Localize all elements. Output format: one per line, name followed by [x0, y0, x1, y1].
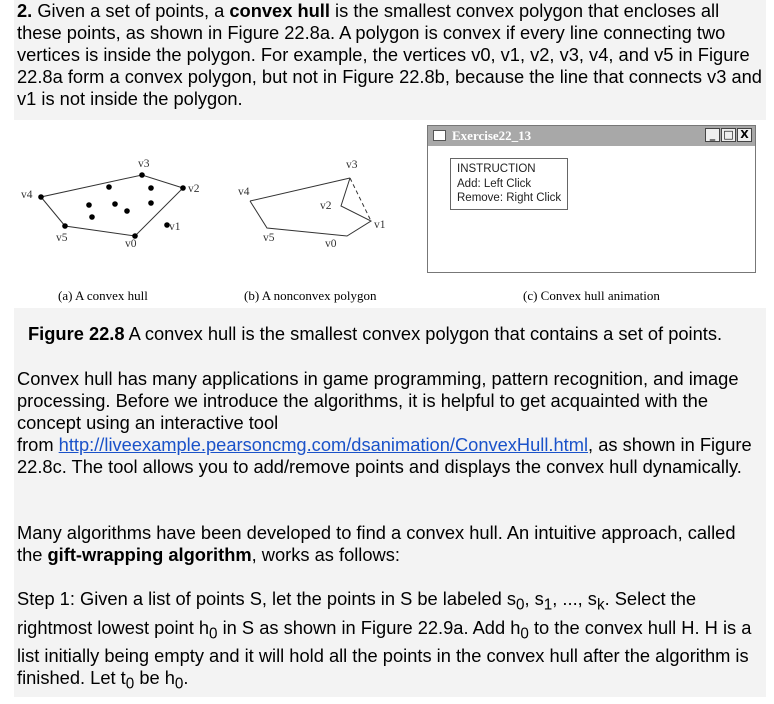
term-gift-wrapping: gift-wrapping algorithm [47, 544, 252, 565]
dashed-line-v3-v1 [350, 178, 371, 221]
hull-polygon-a [41, 175, 183, 236]
minimize-button[interactable]: _ [705, 128, 720, 142]
close-button[interactable]: X [737, 128, 752, 142]
paragraph-applications: Convex hull has many applications in game programming, pattern recognition, and image processing. Before we introduce the algorithms, it is helpful to get acquainted with the concept using an interactive tool from http://liveexample.pearsoncmg.com/dsanimation/ConvexHull.html, as shown in Figure 22.8c. The tool allows you to add/remove points and displays the convex hull dynamically. [17, 368, 752, 477]
caption-b: (b) A nonconvex polygon [244, 288, 377, 303]
inner-point [148, 185, 154, 191]
caption-a: (a) A convex hull [58, 288, 148, 303]
label-v1: v1 [374, 219, 386, 231]
instruction-add: Add: Left Click [457, 177, 532, 190]
label-v3: v3 [346, 159, 358, 171]
vertex-v4 [38, 194, 44, 200]
inner-point [112, 201, 118, 207]
app-icon [433, 130, 446, 141]
labels-b [238, 159, 386, 250]
paragraph-algorithms: Many algorithms have been developed to find a convex hull. An intuitive approach, called the gift-wrapping algorithm, works as follows: [17, 522, 736, 565]
instruction-remove: Remove: Right Click [457, 192, 562, 204]
vertex-v2 [180, 185, 186, 191]
figure-label: Figure 22.8 [28, 323, 125, 344]
item-number: 2. [17, 0, 33, 21]
label-v5: v5 [56, 232, 68, 244]
instruction-box [450, 158, 568, 210]
figure-a-convex-hull [21, 158, 200, 250]
window-title-bar[interactable] [428, 126, 755, 146]
label-v5: v5 [263, 232, 275, 244]
inner-point [89, 214, 95, 220]
labels-a [21, 158, 200, 250]
label-v0: v0 [325, 238, 337, 250]
vertex-v5 [62, 223, 68, 229]
term-convex-hull: convex hull [229, 0, 330, 21]
inner-point [86, 202, 92, 208]
label-v2: v2 [320, 200, 332, 212]
intro-paragraph: 2. Given a set of points, a convex hull is the smallest convex polygon that encloses all these points, as shown in Figure 22.8a. A polygon is convex if every line connecting two vertices is inside the polygon. For example, the vertices v0, v1, v2, v3, v4, and v5 in Figure 22.8a form a convex polygon, but not in Figure 22.8b, because the line that connects v3 and v1 is not inside the polygon. [17, 0, 762, 109]
caption-c: (c) Convex hull animation [523, 288, 660, 303]
figure-22-8 [14, 120, 766, 308]
figure-caption: Figure 22.8 A convex hull is the smallest convex polygon that contains a set of points. [28, 323, 723, 344]
exercise-window[interactable] [427, 125, 756, 273]
vertex-v3 [139, 172, 145, 178]
maximize-button[interactable]: □ [721, 128, 736, 142]
label-v4: v4 [21, 189, 33, 201]
window-controls [705, 128, 752, 142]
figure-b-nonconvex-polygon [238, 159, 386, 250]
inner-point [148, 200, 154, 206]
inner-point [124, 208, 130, 214]
instruction-title: INSTRUCTION [457, 163, 536, 175]
paragraph-step-1: Step 1: Given a list of points S, let the points in S be labeled $s_0$, $s_1$, ..., $s_k$. Select the rightmost lowest point $h_0$ in S as shown in Figure 22.9a. Add $h_0$ to the convex hull H. H is a list initially being empty and it will hold all the points in the convex hull after the algorithm is finished. Let $t_0$ be $h_0$. [17, 588, 752, 693]
label-v0: v0 [125, 238, 137, 250]
inner-point [106, 184, 112, 190]
label-v2: v2 [188, 183, 200, 195]
edge-v4-v3 [250, 178, 350, 201]
window-title: Exercise22_13 [452, 128, 532, 143]
label-v3: v3 [138, 158, 150, 170]
label-v1: v1 [169, 221, 181, 233]
document-page [14, 0, 766, 697]
label-v4: v4 [238, 186, 250, 198]
convex-hull-animation-link[interactable]: http://liveexample.pearsoncmg.com/dsanimation/ConvexHull.html [58, 434, 589, 455]
